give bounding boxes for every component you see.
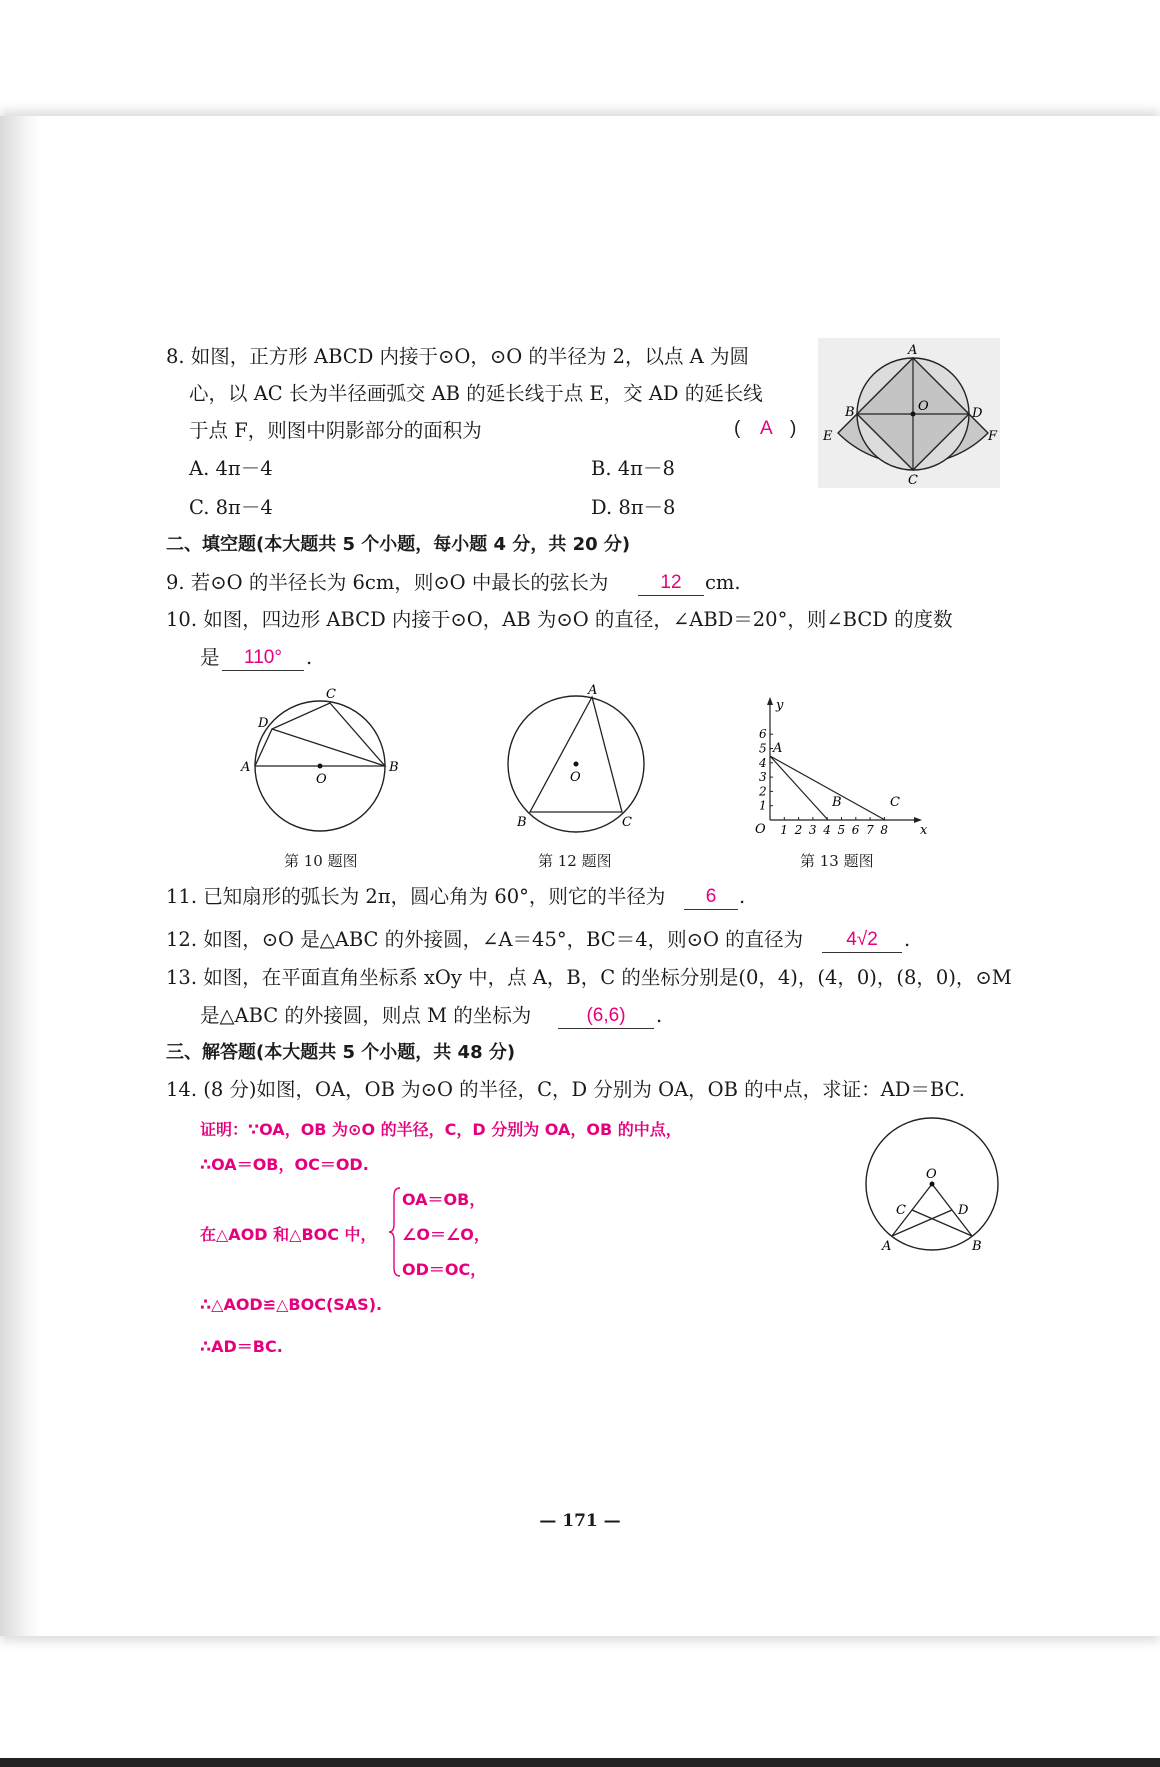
fig12-caption: 第 12 题图 xyxy=(538,852,612,870)
q9-answer: 12 xyxy=(638,571,704,596)
fig10-label-a: A xyxy=(241,760,251,775)
fig13-x-tick-7: 7 xyxy=(866,823,874,834)
fig10-label-c: C xyxy=(326,687,336,702)
q9-unit: cm. xyxy=(705,571,741,594)
q10-prefix: 是 xyxy=(200,646,220,669)
q11-end: . xyxy=(739,885,746,908)
fig13-label-a: A xyxy=(773,741,783,756)
q14-label-a: A xyxy=(882,1239,892,1254)
fig13-diagram xyxy=(748,694,928,834)
fig12-label-a: A xyxy=(588,683,598,698)
q14-proof-line4: ∴△AOD≌△BOC(SAS). xyxy=(200,1295,383,1314)
fig10-caption: 第 10 题图 xyxy=(284,852,358,870)
q8-option-c: C. 8π－4 xyxy=(189,496,273,519)
q8-label-f: F xyxy=(988,429,998,444)
q14-figure xyxy=(862,1114,1004,1254)
q8-option-b: B. 4π－8 xyxy=(591,457,675,480)
fig13-caption: 第 13 题图 xyxy=(800,852,874,870)
fig13-x-tick-5: 5 xyxy=(837,823,846,834)
fig13-x-tick-1: 1 xyxy=(780,823,788,834)
fig13-y-tick-2: 2 xyxy=(759,784,767,799)
q10-line1: 10. 如图，四边形 ABCD 内接于⊙O，AB 为⊙O 的直径，∠ABD＝20°，则∠BCD 的度数 xyxy=(166,608,953,631)
q14-proof-brace-line3: OD＝OC， xyxy=(402,1260,487,1279)
fig13-label-o: O xyxy=(755,822,766,834)
fig13-x-tick-3: 3 xyxy=(808,823,817,834)
fig13-x-tick-4: 4 xyxy=(823,823,831,834)
q8-label-o: O xyxy=(918,399,929,414)
q8-answer-bracket-close: ) xyxy=(790,418,797,439)
q14-label-o: O xyxy=(926,1167,937,1182)
q14-proof-brace-line1: OA＝OB， xyxy=(402,1190,486,1209)
q13-end: . xyxy=(656,1004,663,1027)
q12-text: 12. 如图，⊙O 是△ABC 的外接圆，∠A＝45°，BC＝4，则⊙O 的直径为 xyxy=(166,928,804,951)
q13-answer: (6,6) xyxy=(558,1004,654,1029)
q8-label-c: C xyxy=(908,473,918,488)
q14-label-d: D xyxy=(958,1203,969,1218)
q8-label-a: A xyxy=(908,343,918,358)
fig10-label-d: D xyxy=(258,716,269,731)
fig12-label-o: O xyxy=(570,770,581,785)
fig13-y-tick-6: 6 xyxy=(759,727,767,742)
fig13-y-tick-3: 3 xyxy=(759,770,767,785)
fig13-label-x: x xyxy=(920,823,928,834)
fig13-label-b: B xyxy=(832,795,842,810)
q8-line1: 8. 如图，正方形 ABCD 内接于⊙O，⊙O 的半径为 2，以点 A 为圆 xyxy=(166,345,749,368)
q14-proof-line5: ∴AD＝BC. xyxy=(200,1337,283,1356)
q12-end: . xyxy=(904,928,911,951)
q8-label-e: E xyxy=(823,429,833,444)
fig10-label-o: O xyxy=(316,772,327,787)
fig13-x-tick-2: 2 xyxy=(794,823,803,834)
q10-end: . xyxy=(306,646,313,669)
fig13-y-tick-5: 5 xyxy=(759,741,767,756)
q10-answer: 110° xyxy=(222,646,304,671)
section-3-heading: 三、解答题(本大题共 5 个小题，共 48 分) xyxy=(166,1042,516,1063)
q14-proof-line2: ∴OA＝OB，OC＝OD. xyxy=(200,1155,369,1174)
fig12-label-c: C xyxy=(622,815,632,830)
fig12-diagram xyxy=(500,681,660,841)
q12-answer: 4√2 xyxy=(822,928,902,953)
fig13-y-tick-4: 4 xyxy=(759,755,767,770)
fig12-label-b: B xyxy=(517,815,527,830)
q14-proof-brace-line2: ∠O＝∠O， xyxy=(402,1225,490,1244)
q8-label-b: B xyxy=(845,405,855,420)
q14-label-c: C xyxy=(896,1203,906,1218)
q13-line1: 13. 如图，在平面直角坐标系 xOy 中，点 A，B，C 的坐标分别是(0，4)，(4，0)，(8，0)，⊙M xyxy=(166,966,1012,989)
q14-label-b: B xyxy=(972,1239,982,1254)
q14-proof-line3: 在△AOD 和△BOC 中， xyxy=(200,1225,377,1244)
fig13-y-tick-1: 1 xyxy=(759,798,767,813)
fig13-label-c: C xyxy=(890,795,900,810)
fig13-label-y: y xyxy=(776,698,784,713)
q14-brace xyxy=(388,1186,402,1278)
q11-text: 11. 已知扇形的弧长为 2π，圆心角为 60°，则它的半径为 xyxy=(166,885,666,908)
page-number: — 171 — xyxy=(539,1511,621,1531)
fig10-label-b: B xyxy=(389,760,399,775)
fig10-diagram xyxy=(238,681,408,841)
fig13-x-tick-6: 6 xyxy=(851,823,860,834)
bottom-bar xyxy=(0,1758,1160,1767)
q14-proof-line1: 证明：∵OA，OB 为⊙O 的半径，C，D 分别为 OA，OB 的中点， xyxy=(200,1120,682,1139)
q8-option-d: D. 8π－8 xyxy=(591,496,676,519)
q8-figure xyxy=(818,338,1000,488)
q8-label-d: D xyxy=(972,406,983,421)
q8-line2: 心，以 AC 长为半径画弧交 AB 的延长线于点 E，交 AD 的延长线 xyxy=(189,382,763,405)
q8-answer: A xyxy=(760,418,773,439)
q11-answer: 6 xyxy=(684,885,738,910)
document-page xyxy=(0,116,1160,1636)
section-2-heading: 二、填空题(本大题共 5 个小题，每小题 4 分，共 20 分) xyxy=(166,534,631,555)
fig13-x-tick-8: 8 xyxy=(880,823,889,834)
q8-line3: 于点 F，则图中阴影部分的面积为 xyxy=(189,419,482,442)
q14-text: 14. (8 分)如图，OA，OB 为⊙O 的半径，C，D 分别为 OA，OB 的中点，求证：AD＝BC. xyxy=(166,1078,966,1101)
q13-line2: 是△ABC 的外接圆，则点 M 的坐标为 xyxy=(200,1004,532,1027)
q8-answer-bracket-open: ( xyxy=(734,418,741,439)
q9-text: 9. 若⊙O 的半径长为 6cm，则⊙O 中最长的弦长为 xyxy=(166,571,609,594)
q8-option-a: A. 4π－4 xyxy=(189,457,273,480)
